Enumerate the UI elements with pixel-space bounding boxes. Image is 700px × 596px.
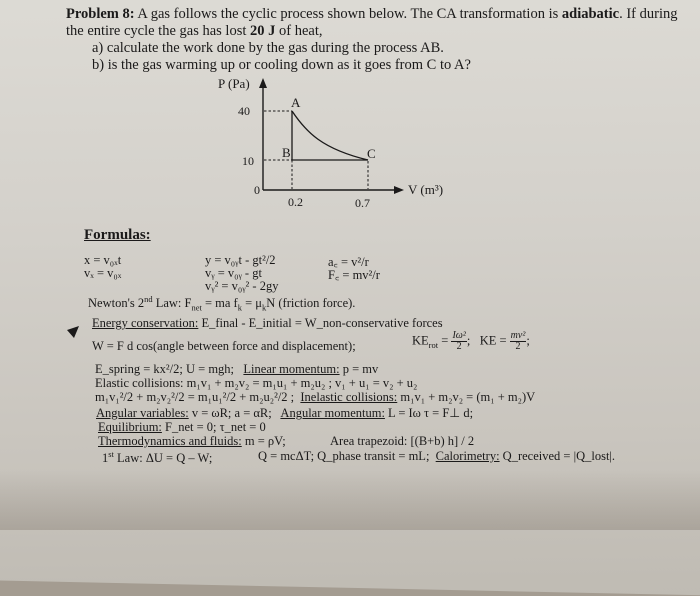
newton-second-law: Newton's 2nd Law: $F_{net}$ = ma $f_k = \mu_kN$ (friction force). (88, 294, 356, 313)
kinematics-vy2: vᵧ² = v₀ᵧ² - 2gy (205, 279, 279, 293)
heat-lost-bold: 20 J (250, 23, 276, 39)
problem-text-2b: of heat, (279, 23, 323, 39)
spring-and-momentum: E_spring = kx²/2; U = mgh; Linear momentum: p = mv (95, 362, 379, 376)
centripetal-acceleration: a꜀ = v²/r (328, 255, 369, 269)
energy-conservation-label: Energy conservation: (92, 316, 199, 330)
y-axis-arrow (259, 78, 267, 88)
problem-part-b: b) is the gas warming up or cooling down as it goes from C to A? (92, 57, 471, 73)
x-axis-label: V (m³) (408, 182, 444, 197)
thermo-fluids: Thermodynamics and fluids: m = ρV; (98, 434, 286, 448)
problem-text-1a: A gas follows the cyclic process shown below. The CA transformation is (137, 6, 559, 22)
point-a-label: A (291, 95, 301, 110)
angular-formulas: Angular variables: v = ωR; a = αR; Angular momentum: L = Iω τ = F⊥ d; (96, 406, 474, 420)
problem-text-1b: . If during (619, 6, 678, 22)
work-formula: W = F d cos(angle between force and displacement); (92, 339, 356, 353)
ke-fraction: $\frac{\text{mv²}}{2}$ (510, 330, 526, 352)
area-trapezoid: Area trapezoid: [(B+b) h] / 2 (330, 434, 475, 448)
energy-conservation (92, 316, 443, 331)
x-tick-0.2: 0.2 (288, 195, 303, 209)
elastic-inelastic: m₁v₁²/2 + m₂v₂²/2 = m₁u₁²/2 + m₂u₂²/2 ; Inelastic collisions: m₁v₁ + m₂v₂ = (m₁ + m₂)V (95, 390, 536, 404)
kinematics-x: x = v₀ₓt (84, 253, 122, 267)
kinematics-vx: vₓ = v₀ₓ (84, 266, 122, 280)
x-axis-arrow (394, 186, 404, 194)
process-ca-adiabat (292, 111, 368, 160)
y-tick-10: 10 (242, 154, 254, 168)
point-b-label: B (282, 145, 291, 160)
point-c-label: C (367, 146, 376, 161)
y-tick-0: 0 (254, 183, 260, 197)
problem-text-2a: the entire cycle the gas has lost (66, 23, 247, 39)
adiabatic-bold: adiabatic (561, 6, 620, 22)
bottom-shadow (0, 470, 700, 530)
ke-rot-fraction: $\frac{\text{Iω²}}{2}$ (452, 330, 466, 352)
kinematics-y: y = v₀ᵧt - gt²/2 (205, 253, 276, 267)
equilibrium: Equilibrium: F_net = 0; τ_net = 0 (98, 420, 266, 434)
star-mark-icon (67, 326, 79, 338)
elastic-collisions: Elastic collisions: m₁v₁ + m₂v₂ = m₁u₁ + m₂u₂ ; v₁ + u₁ = v₂ + u₂ (95, 376, 418, 390)
formulas-title: Formulas: (84, 227, 151, 243)
heat-calorimetry: Q = mcΔT; Q_phase transit = mL; Calorimetry: Q_received = |Q_lost|. (258, 449, 616, 463)
energy-conservation-formula: E_final - E_initial = W_non-conservative forces (201, 316, 443, 330)
y-tick-40: 40 (238, 104, 250, 118)
y-axis-label: P (Pa) (218, 76, 250, 91)
kinematics-vy: vᵧ = v₀ᵧ - gt (205, 266, 262, 280)
centripetal-force: F꜀ = mv²/r (328, 268, 380, 282)
problem-part-a: a) calculate the work done by the gas during the process AB. (92, 40, 444, 56)
ke-rot-formula: $KE_{rot}$ = $\frac{\text{Iω²}}{2}$ ; KE = $\frac{\text{mv²}}{2}$ ; (412, 330, 530, 352)
first-law: 1st Law: ΔU = Q – W; (102, 449, 213, 466)
x-tick-0.7: 0.7 (355, 196, 370, 210)
problem-label: Problem 8: (66, 6, 135, 22)
